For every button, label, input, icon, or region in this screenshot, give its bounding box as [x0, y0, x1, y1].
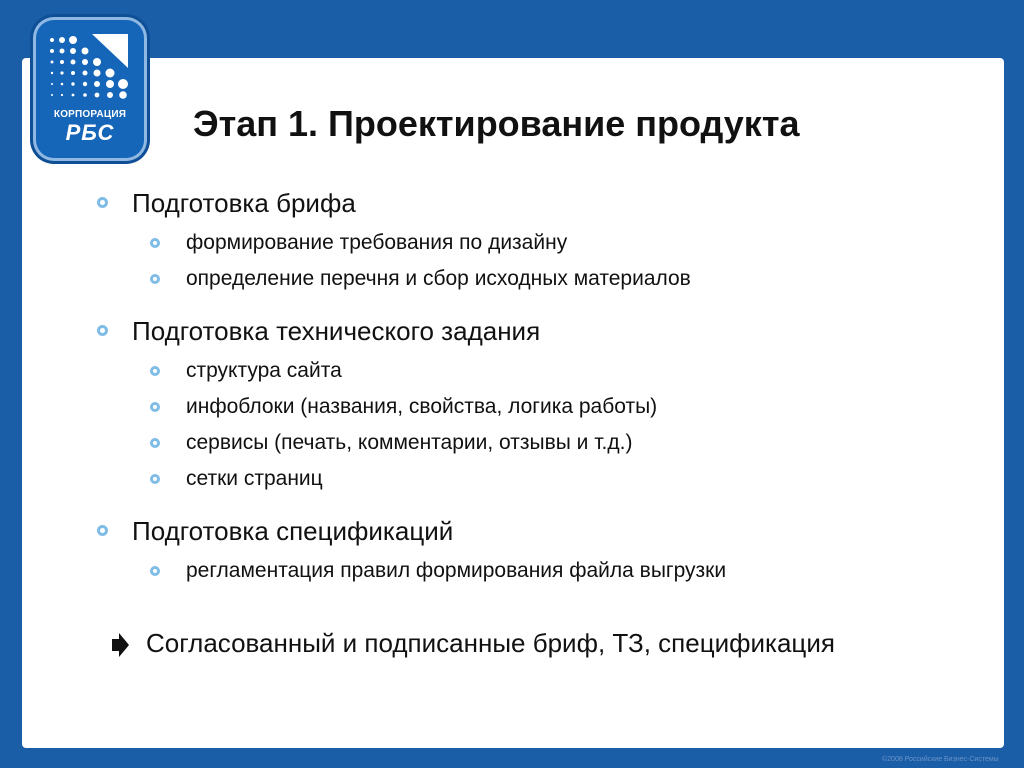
- bullet-icon: [150, 238, 160, 248]
- bullet-icon: [97, 525, 108, 536]
- list-item-text: сервисы (печать, комментарии, отзывы и т.д.): [186, 431, 633, 454]
- list-item-text: формирование требования по дизайну: [186, 231, 568, 254]
- arrow-right-icon: [110, 632, 130, 658]
- list-item: [186, 467, 323, 491]
- section-heading-brief: [132, 188, 356, 219]
- list-item-text: определение перечня и сбор исходных материалов: [186, 267, 691, 290]
- list-item: [186, 267, 691, 291]
- list-item: [186, 431, 632, 455]
- bullet-icon: [150, 274, 160, 284]
- copyright-footer: ©2008 Российские Бизнес-Системы: [882, 756, 999, 763]
- conclusion-text: Согласованный и подписанные бриф, ТЗ, спецификация: [146, 628, 835, 658]
- company-logo: [36, 20, 144, 158]
- list-item-text: инфоблоки (названия, свойства, логика работы): [186, 395, 658, 418]
- section-label: Подготовка технического задания: [132, 316, 541, 346]
- bullet-icon: [150, 438, 160, 448]
- page-title: Этап 1. Проектирование продукта: [193, 103, 800, 144]
- bullet-icon: [150, 366, 160, 376]
- bullet-icon: [150, 566, 160, 576]
- logo-text-line2: РБС: [65, 120, 115, 145]
- bullet-icon: [97, 197, 108, 208]
- list-item: [186, 395, 657, 419]
- list-item-text: сетки страниц: [186, 467, 323, 490]
- list-item: [186, 359, 342, 383]
- section-heading-specifications: [132, 516, 453, 547]
- list-item: [186, 559, 726, 583]
- section-label: Подготовка брифа: [132, 188, 356, 218]
- section-heading-technical-spec: [132, 316, 540, 347]
- bullet-icon: [150, 474, 160, 484]
- list-item-text: структура сайта: [186, 359, 342, 382]
- logo-text-line1: КОРПОРАЦИЯ: [53, 109, 127, 120]
- list-item-text: регламентация правил формирования файла выгрузки: [186, 559, 727, 582]
- bullet-icon: [97, 325, 108, 336]
- list-item: [186, 231, 567, 255]
- bullet-icon: [150, 402, 160, 412]
- section-label: Подготовка спецификаций: [132, 516, 454, 546]
